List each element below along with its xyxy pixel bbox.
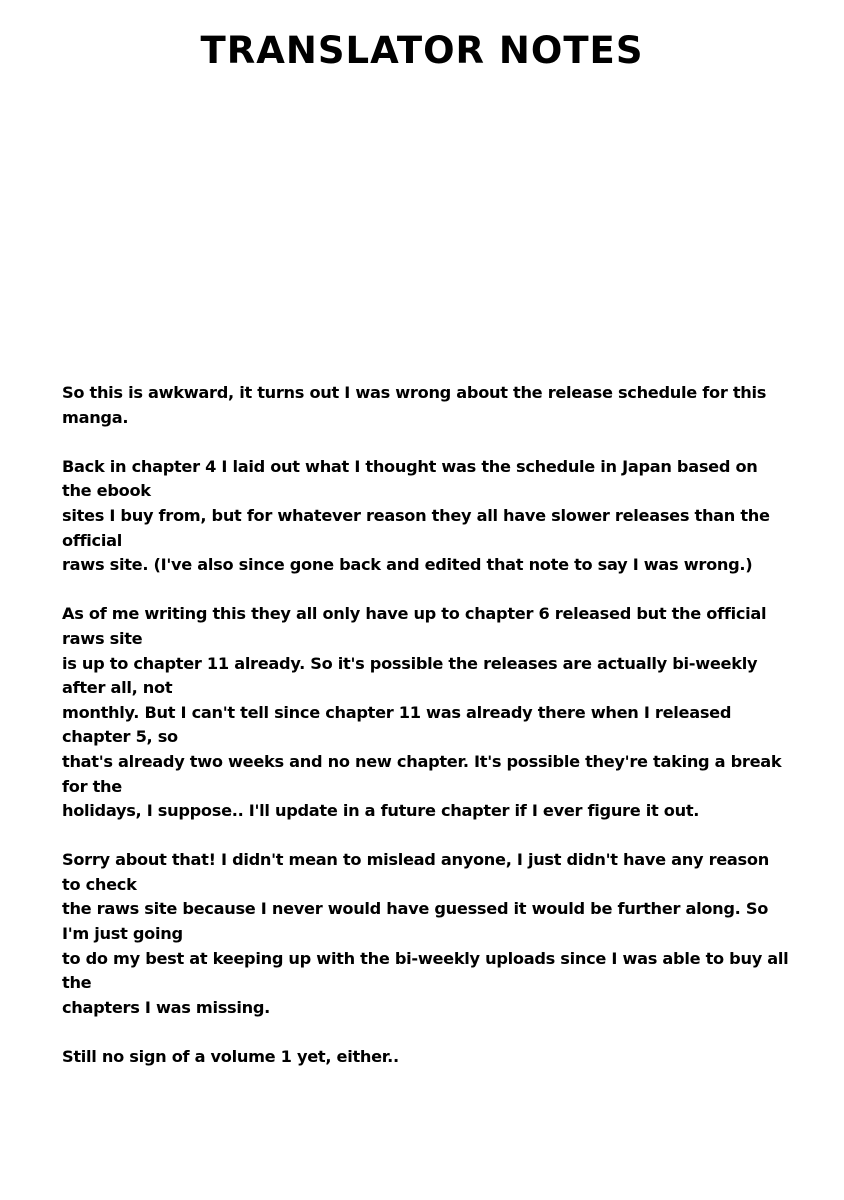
paragraph-apology: Sorry about that! I didn't mean to mislead anyone, I just didn't have any reason to check the raws site because I never would have guessed it would be further along. So I'm just going to do my best at keeping up with the bi-weekly uploads since I was able to buy all the chapters I was missing.	[62, 850, 789, 1017]
paragraph-chapter-4: Back in chapter 4 I laid out what I thought was the schedule in Japan based on the ebook sites I buy from, but for whatever reason they all have slower releases than the official raws site. (I've also since gone back and edited that note to say I was wrong.)	[62, 456, 770, 575]
paragraph-raws-site: As of me writing this they all only have up to chapter 6 released but the official raws site is up to chapter 11 already. So it's possible the releases are actually bi-weekly after all, not monthly. But I can't tell since chapter 11 was already there when I released chapter 5, so that's already two weeks and no new chapter. It's possible they're taking a break for the holidays, I suppose.. I'll update in a future chapter if I ever figure it out.	[62, 604, 782, 821]
notes-body	[62, 381, 792, 1094]
paragraph-release-schedule: So this is awkward, it turns out I was wrong about the release schedule for this manga.	[62, 383, 767, 427]
page-title: TRANSLATOR NOTES	[200, 29, 644, 72]
paragraph-volume-1: Still no sign of a volume 1 yet, either..	[62, 1047, 399, 1067]
